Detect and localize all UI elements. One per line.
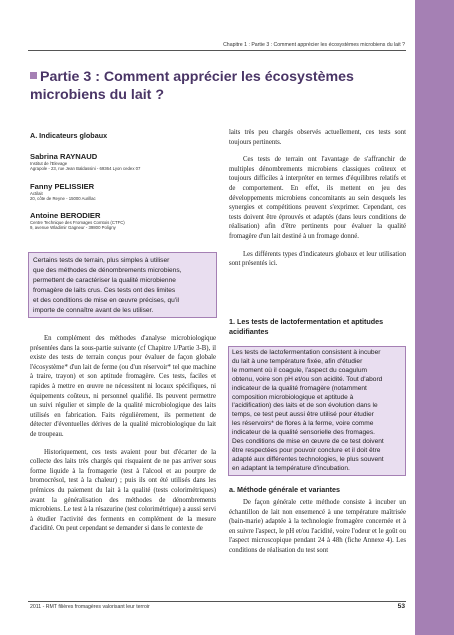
chapter-color-band	[415, 0, 454, 635]
lactofermentation-box-text	[232, 349, 402, 474]
intro-paragraph: En complément des méthodes d'analyse microbiologique présentées dans la sous-partie suivante (cf Chapitre 1/Partie 3-B), il existe des tests de terrain conçus pour évaluer de façon globale l'écosystème* d'un lait de ferme (ou d'un réservoir* tel que machine à traire, trayon) et son aptitude fromagère. Ces tests, faciles et rapides à mettre en œuvre ne nécessitent ni locaux spécifiques, ni équipements coûteux, ni personnel qualifié. Ils peuvent permettre un suivi régulier et simple de la qualité microbiologique des laits utilisés en fabrication. Faits régulièrement, ils permettent de détecter d'éventuelles dérives de la qualité microbiologique du lait de troupeau.	[30, 335, 216, 438]
continued-paragraph: laits très peu chargés observés actuellement, ces tests sont toujours pertinents.	[229, 129, 406, 146]
author-affiliation: Actilait	[30, 191, 43, 196]
box-line: permettent de caractériser la qualité microbienne	[33, 276, 176, 284]
author-address: 20, côte de Reyne - 15000 Aurillac	[30, 196, 96, 202]
box-line: obtenu, voire son pH et/ou son acidité. Tout d'abord	[232, 375, 383, 383]
method-paragraph: De façon générale cette méthode consiste à incuber un échantillon de lait non ensemencé à une température maîtrisée (bain-marie) adaptée à la technologie fromagère concernée et à en suivre l'aspect, le pH et/ou l'acidité, voire l'odeur et le goût ou l'aspect microscopique pendant 24 à 48h (fiche Annexe 4). Les conditions de réalisation du test sont	[229, 499, 406, 554]
footer-rule	[28, 601, 406, 602]
box-line: être respectées pour pouvoir conclure et il doit être	[232, 446, 381, 454]
box-line: le moment où il coagule, l'aspect du coagulum	[232, 366, 368, 374]
title-line-2: microbiens du lait ?	[30, 87, 165, 103]
advantages-paragraph: Ces tests de terrain ont l'avantage de s'affranchir de multiples dénombrements microbiens classiques coûteux et toujours difficiles à interpréter en termes d'équilibres relatifs et de comportement. En effet, ils mettent en jeu des développements microbiens concomitants au sein desquels les synergies et compétitions peuvent s'exprimer. Cependant, ces tests doivent être éprouvés et adaptés (dans leurs conditions de réalisation) afin d'être pertinents pour évaluer la qualité fromagère d'un lait destiné à un fromage donné.	[229, 156, 406, 240]
author-name: Antoine BERODIER	[30, 211, 101, 220]
box-line: Des conditions de mise en œuvre de ce test doivent	[232, 438, 384, 446]
box-line: en adaptant la température d'incubation.	[232, 464, 350, 472]
box-line: indicateur de la qualité fromagère (notamment	[232, 384, 367, 392]
section-a-heading: A. Indicateurs globaux	[30, 131, 108, 140]
author-block-2	[30, 182, 215, 202]
box-line: composition microbiologique et aptitude à	[232, 393, 354, 401]
left-column-text	[30, 334, 216, 534]
right-column-text	[229, 128, 406, 269]
page-title	[30, 68, 400, 104]
summary-box-text	[33, 256, 212, 315]
author-block-1	[30, 152, 215, 172]
history-paragraph: Historiquement, ces tests avaient pour but d'écarter de la collecte des laits très chargés qui risquaient de ne pas arriver sous forme liquide à la fromagerie (test à l'alcool et au pourpre de bromocrésol, test à la chaleur) ; puis ils ont été utilisés dans les prémices du paiement du lait à la qualité (tests colorimétriques) avant la généralisation des méthodes de dénombrements microbiens. Le test à la résazurine (test colorimétrique) a aussi servi à étudier l'activité des ferments en complément de la mesure d'acidité. On peut cependant se demander si dans le contexte de	[30, 448, 216, 533]
title-line-1: Partie 3 : Comment apprécier les écosystèmes	[40, 69, 354, 85]
box-line: indicateur de la qualité sensorielle des fromages.	[232, 429, 375, 437]
page-number: 53	[397, 603, 405, 610]
lactofermentation-box	[228, 346, 406, 476]
box-line: et des conditions de mise en œuvre précises, qu'il	[33, 296, 180, 304]
author-block-3	[30, 211, 215, 231]
author-address: Agrapole - 23, rue Jean Baldassini - 69364 Lyon cedex 07	[30, 166, 141, 172]
footer-text: 2011 - RMT filières fromagères valorisant leur terroir	[30, 604, 150, 610]
box-line: temps, ce test peut aussi être utilisé pour étudier	[232, 411, 374, 419]
box-line: que des méthodes de dénombrements microbiens,	[33, 266, 182, 274]
title-bullet-icon	[30, 72, 37, 79]
summary-box	[28, 252, 217, 318]
author-affiliation: Institut de l'Elevage	[30, 161, 68, 166]
author-address: 9, avenue Wladimir Gagneur - 39800 Poligny	[30, 225, 116, 231]
box-line: adapté aux différentes technologies, le plus souvent	[232, 455, 384, 463]
author-name: Fanny PELISSIER	[30, 182, 95, 191]
section-1-line-2: acidifiantes	[229, 326, 269, 336]
header-rule	[28, 50, 406, 51]
box-line: du lait à une température fixée, afin d'étudier	[232, 357, 363, 365]
section-a2-heading: a. Méthode générale et variantes	[229, 485, 341, 494]
types-paragraph: Les différents types d'indicateurs globaux et leur utilisation sont présentés ici.	[229, 250, 406, 268]
method-text	[229, 498, 406, 556]
section-1-line-1: 1. Les tests de lactofermentation et aptitudes	[229, 317, 384, 326]
box-line: Certains tests de terrain, plus simples à utiliser	[33, 257, 170, 264]
section-1-heading	[229, 317, 406, 336]
author-affiliation: Centre Technique des Fromages Comtois (CTFC)	[30, 220, 125, 225]
box-line: Les tests de lactofermentation consistent à incuber	[232, 349, 381, 356]
box-line: les réservoirs* de flores à la ferme, voire comme	[232, 420, 374, 428]
box-line: fromagère de laits crus. Ces tests ont des limites	[33, 286, 176, 294]
box-line: l'acidification) des laits et de son évolution dans le	[232, 402, 378, 410]
running-head: Chapitre 1 : Partie 3 : Comment apprécier les écosystèmes microbiens du lait ?	[223, 42, 405, 48]
author-name: Sabrina RAYNAUD	[30, 152, 98, 161]
box-line: importe de connaître avant de les utiliser.	[33, 306, 154, 314]
